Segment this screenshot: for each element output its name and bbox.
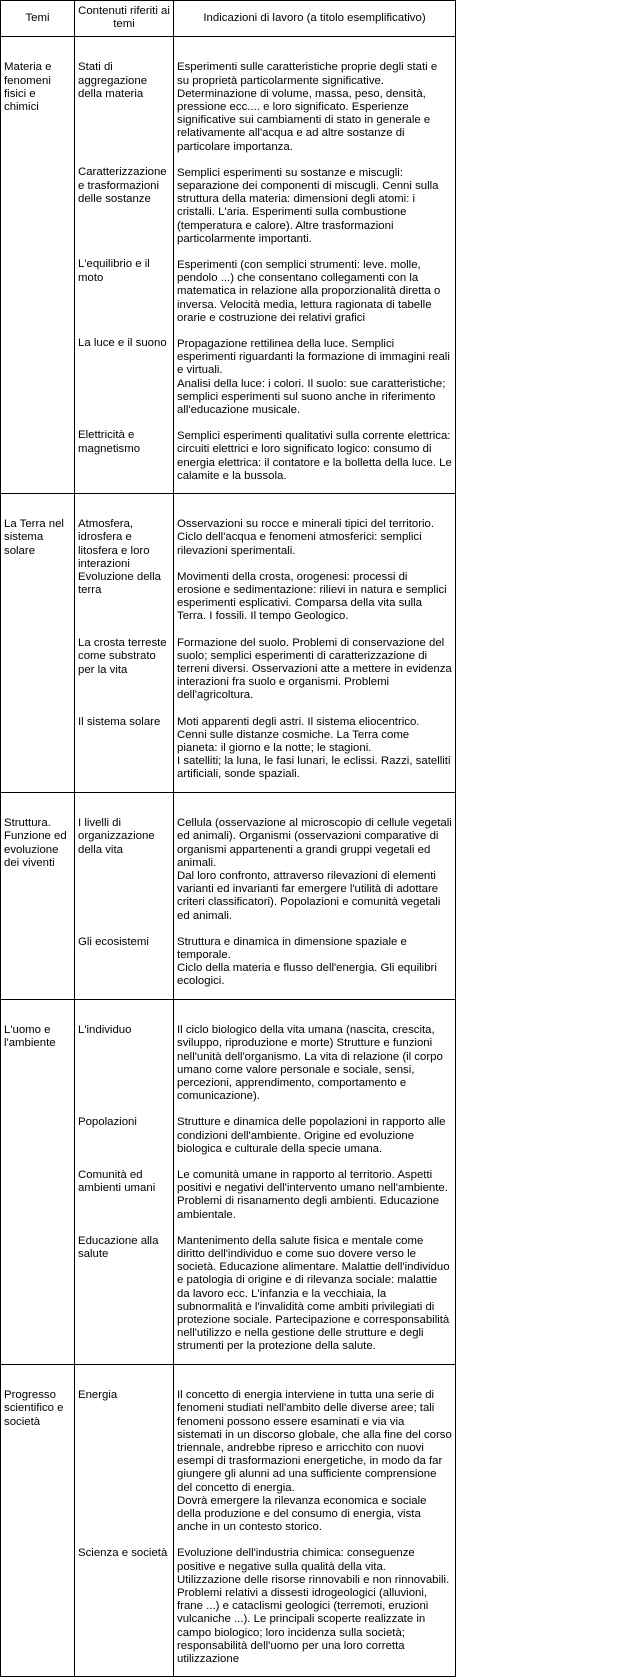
header-indicazioni: Indicazioni di lavoro (a titolo esemplificativo): [174, 1, 456, 37]
indication-item: Cellula (osservazione al microscopio di cellule vegetali ed animali). Organismi (osservazioni comparative di organismi appartenenti a grandi gruppi vegetali ed animali. Dal loro confronto, attraverso rilevazioni di elementi varianti ed invarianti far emergere l'utilità di adottare criteri classificatori). Popolazioni e comunità vegetali ed animali.: [177, 817, 452, 922]
indication-item: Strutture e dinamica delle popolazioni in rapporto alle condizioni dell'ambiente. Origine ed evoluzione biologica e culturale della specie umana.: [177, 1116, 446, 1155]
content-item: Caratterizzazione e trasformazioni delle sostanze: [78, 166, 167, 205]
theme-cell: Progresso scientifico e società: [1, 1365, 75, 1677]
content-item: Educazione alla salute: [78, 1235, 159, 1261]
indication-item: Il ciclo biologico della vita umana (nascita, crescita, sviluppo, riproduzione e morte) Strutture e funzioni nell'unità dell'organismo. La vita di relazione (il corpo umano come valore personale e sociale, sensi, percezioni, apprendimento, comportamento e comunicazione).: [177, 1024, 443, 1103]
content-item: La crosta terreste come substrato per la vita: [78, 637, 167, 676]
header-contenuti: Contenuti riferiti ai temi: [75, 1, 174, 37]
indications-cell: [174, 37, 456, 494]
content-item: Evoluzione della terra: [78, 571, 161, 597]
header-row: [1, 1, 456, 37]
content-item: Energia: [78, 1389, 118, 1402]
content-item: La luce e il suono: [78, 337, 167, 350]
header-temi: Temi: [1, 1, 75, 37]
indication-item: Esperimenti (con semplici strumenti: leve. molle, pendolo ...) che consentano collegamenti con la matematica in relazione alla proporzionalità diretta o inversa. Velocità media, lettura ragionata di tabelle orarie e costruzione dei relativi grafici: [177, 259, 441, 324]
indication-item: Il concetto di energia interviene in tutta una serie di fenomeni studiati nell'ambito delle diverse aree; tali fenomeni possono essere esaminati e via via sistemati in un discorso globale, che alla fine del corso triennale, andrebbe ripreso e arricchito con nuovi esempi di trasformazioni energetiche, in modo da far giungere gli alunni ad una sufficiente comprensione del concetto di energia. Dovrà emergere la rilevanza economica e sociale della produzione e del consumo di energia, vista anche in un contesto storico.: [177, 1389, 452, 1534]
theme-cell: Materia e fenomeni fisici e chimici: [1, 37, 75, 494]
theme-group: [1, 494, 456, 793]
indications-cell: [174, 494, 456, 793]
content-item: Il sistema solare: [78, 716, 161, 729]
contents-cell: [75, 1000, 174, 1365]
indications-cell: [174, 1000, 456, 1365]
theme-group: [1, 793, 456, 1000]
indication-item: Formazione del suolo. Problemi di conservazione del suolo; semplici esperimenti di caratterizzazione di terreni diversi. Osservazioni atte a mettere in evidenza interazioni fra suolo e organismi. Problemi dell'agricoltura.: [177, 636, 452, 702]
content-item: Scienza e società: [78, 1547, 168, 1560]
indication-item: Movimenti della crosta, orogenesi: processi di erosione e sedimentazione: rilievi in natura e semplici esperimenti esplicativi. Comparsa della vita sulla Terra. I fossili. Il tempo Geologico.: [177, 570, 447, 623]
content-item: Gli ecosistemi: [78, 936, 149, 949]
content-item: Elettricità e magnetismo: [78, 429, 141, 455]
indication-item: Struttura e dinamica in dimensione spaziale e temporale. Ciclo della materia e flusso dell'energia. Gli equilibri ecologici.: [177, 935, 437, 988]
theme-group: [1, 1000, 456, 1365]
theme-group: [1, 1365, 456, 1677]
theme-cell: La Terra nel sistema solare: [1, 494, 75, 793]
indication-item: Evoluzione dell'industria chimica: conseguenze positive e negative sulla qualità della vita. Utilizzazione delle risorse rinnovabili e non rinnovabili. Problemi relativi a dissesti idrogeologici (alluvioni, frane ...) e cataclismi geologici (terremoti, eruzioni vulcaniche ...). Le principali scoperte realizzate in campo biologico; loro incidenza sulla società; responsabilità dell'uomo per una loro corretta utilizzazione: [177, 1547, 450, 1665]
content-item: Atmosfera, idrosfera e litosfera e loro interazioni: [78, 518, 150, 570]
content-item: Stati di aggregazione della materia: [78, 61, 148, 100]
theme-group: [1, 37, 456, 494]
content-item: I livelli di organizzazione della vita: [78, 817, 155, 856]
content-item: L'equilibrio e il moto: [78, 258, 150, 284]
indications-cell: [174, 1365, 456, 1677]
content-item: L'individuo: [78, 1024, 132, 1037]
indications-cell: [174, 793, 456, 1000]
content-item: Popolazioni: [78, 1116, 137, 1129]
indication-item: Mantenimento della salute fisica e mentale come diritto dell'individuo e come suo dovere verso le società. Educazione alimentare. Malattie dell'individuo e patologia di origine e di rilevanza sociale: malattie da lavoro ecc. L'infanzia e la vecchiaia, la subnormalità e l'invalidità come ambiti privilegiati di protezione sociale. Partecipazione e corresponsabilità nell'utilizzo e nella gestione delle strutture e degli strumenti per la protezione della salute.: [177, 1234, 450, 1353]
indication-item: Propagazione rettilinea della luce. Semplici esperimenti riguardanti la formazione di immagini reali e virtuali. Analisi della luce: i colori. Il suolo: sue caratteristiche; semplici esperimenti sul suono anche in riferimento all'educazione musicale.: [177, 338, 450, 417]
theme-cell: L'uomo e l'ambiente: [1, 1000, 75, 1365]
indication-item: Osservazioni su rocce e minerali tipici del territorio. Ciclo dell'acqua e fenomeni atmosferici: semplici rilevazioni sperimentali.: [177, 518, 435, 557]
contents-cell: [75, 1365, 174, 1677]
indication-item: Semplici esperimenti su sostanze e miscugli: separazione dei componenti di miscugli. Cenni sulla struttura della materia: dimensioni degli atomi: i cristalli. L'aria. Esperimenti sulla combustione (temperatura e calore). Altre trasformazioni particolarmente importanti.: [177, 166, 439, 245]
table-body: [1, 37, 456, 1677]
indication-item: Le comunità umane in rapporto al territorio. Aspetti positivi e negativi dell'intervento umano nell'ambiente. Problemi di risanamento degli ambienti. Educazione ambientale.: [177, 1168, 448, 1221]
indication-item: Semplici esperimenti qualitativi sulla corrente elettrica: circuiti elettrici e loro significato logico: consumo di energia elettrica: il contatore e la bolletta della luce. Le calamite e la bussola.: [177, 430, 452, 482]
theme-cell: Struttura. Funzione ed evoluzione dei viventi: [1, 793, 75, 1000]
content-item: Comunità ed ambienti umani: [78, 1169, 156, 1195]
contents-cell: [75, 793, 174, 1000]
indication-item: Esperimenti sulle caratteristiche proprie degli stati e su proprietà particolarmente significative. Determinazione di volume, massa, peso, densità, pressione ecc.... e loro significato. Esperienze significative sui cambiamenti di stato in generale e relativamente all'acqua e ad altre sostanze di particolare importanza.: [177, 61, 438, 153]
indication-item: Moti apparenti degli astri. Il sistema eliocentrico. Cenni sulle distanze cosmiche. La Terra come pianeta: il giorno e la notte; le stagioni. I satelliti; la luna, le fasi lunari, le eclissi. Razzi, satelliti artificiali, sonde spaziali.: [177, 715, 451, 781]
contents-cell: [75, 494, 174, 793]
contents-cell: [75, 37, 174, 494]
